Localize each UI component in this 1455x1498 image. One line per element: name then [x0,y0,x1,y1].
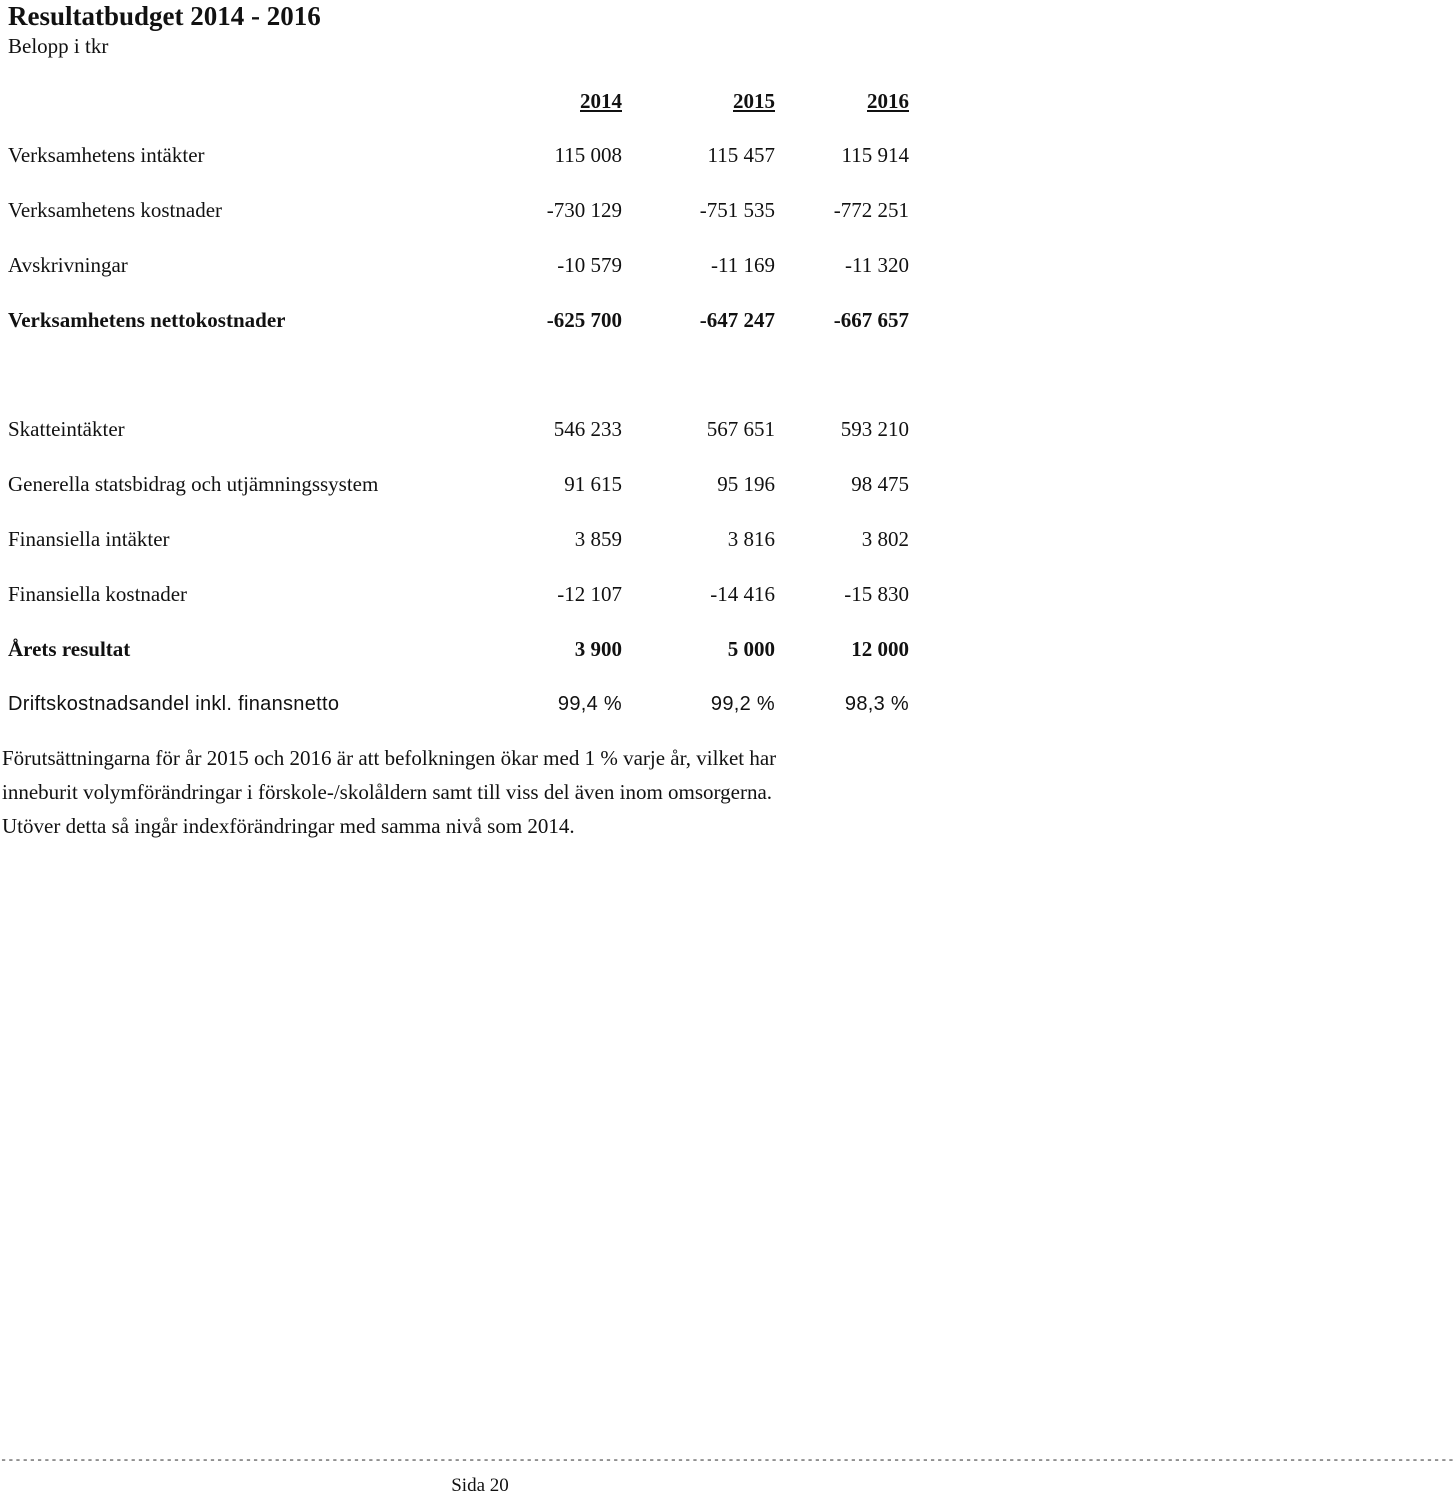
row-value-2015: -647 247 [699,308,775,332]
row-value-2014: 99,4 % [557,693,622,715]
ratio-row [0,689,960,719]
row-value-2016: 98,3 % [844,693,909,715]
page-subtitle: Belopp i tkr [8,34,109,58]
row-value-2015: -14 416 [710,582,775,606]
row-label: Årets resultat [8,637,131,661]
row-value-2016: -11 320 [845,253,909,277]
table-row [0,195,960,225]
table-row [0,414,960,444]
table-row [0,140,960,170]
row-value-2015: 567 651 [706,417,775,441]
row-label: Driftskostnadsandel inkl. finansnetto [8,693,340,715]
row-value-2015: -11 169 [711,253,775,277]
row-label: Finansiella kostnader [8,582,188,606]
row-label: Skatteintäkter [8,417,125,441]
subtotal-row [0,305,960,335]
row-value-2014: -10 579 [557,253,622,277]
note-line: Förutsättningarna för år 2015 och 2016 är att befolkningen ökar med 1 % varje år, vilket har [2,746,777,770]
row-label: Generella statsbidrag och utjämningssystem [8,472,379,496]
table-row [0,524,960,554]
table-row [0,250,960,280]
result-row [0,634,960,664]
table-row [0,579,960,609]
page-number: Sida 20 [451,1475,509,1496]
year-header-2015: 2015 [733,89,775,113]
row-value-2016: -772 251 [833,198,909,222]
row-value-2016: -15 830 [844,582,909,606]
note-line: Utöver detta så ingår indexförändringar med samma nivå som 2014. [2,814,575,838]
assumptions-note [2,741,952,843]
row-label: Finansiella intäkter [8,527,170,551]
row-value-2016: 593 210 [840,417,909,441]
row-value-2015: 5 000 [727,637,775,661]
row-value-2015: 99,2 % [710,693,775,715]
row-value-2014: 3 859 [574,527,622,551]
row-value-2016: 115 914 [841,143,909,167]
row-label: Avskrivningar [8,253,128,277]
row-value-2014: 115 008 [554,143,622,167]
row-value-2016: 3 802 [861,527,909,551]
row-value-2014: 91 615 [564,472,622,496]
row-value-2016: 98 475 [851,472,909,496]
row-value-2016: -667 657 [833,308,909,332]
row-value-2014: -625 700 [546,308,622,332]
table-header-row [0,86,960,116]
row-label: Verksamhetens kostnader [8,198,223,222]
year-header-2016: 2016 [867,89,909,113]
row-value-2016: 12 000 [851,637,909,661]
row-value-2015: 115 457 [707,143,775,167]
year-header-2014: 2014 [580,89,622,113]
page-title: Resultatbudget 2014 - 2016 [8,1,321,31]
row-label: Verksamhetens intäkter [8,143,205,167]
row-value-2014: -730 129 [546,198,622,222]
note-line: inneburit volymförändringar i förskole-/skolåldern samt till viss del även inom omsorgerna. [2,780,773,804]
table-row [0,469,960,499]
row-value-2015: -751 535 [699,198,775,222]
row-value-2015: 3 816 [727,527,775,551]
row-value-2014: 3 900 [574,637,622,661]
row-value-2014: 546 233 [553,417,622,441]
row-value-2015: 95 196 [717,472,775,496]
row-label: Verksamhetens nettokostnader [8,308,286,332]
row-value-2014: -12 107 [557,582,622,606]
footer-dashed-rule: ---------------------------------------------------------------------------------------------------------------------------------------------------------------------------------------------------------- [0,1453,1455,1467]
